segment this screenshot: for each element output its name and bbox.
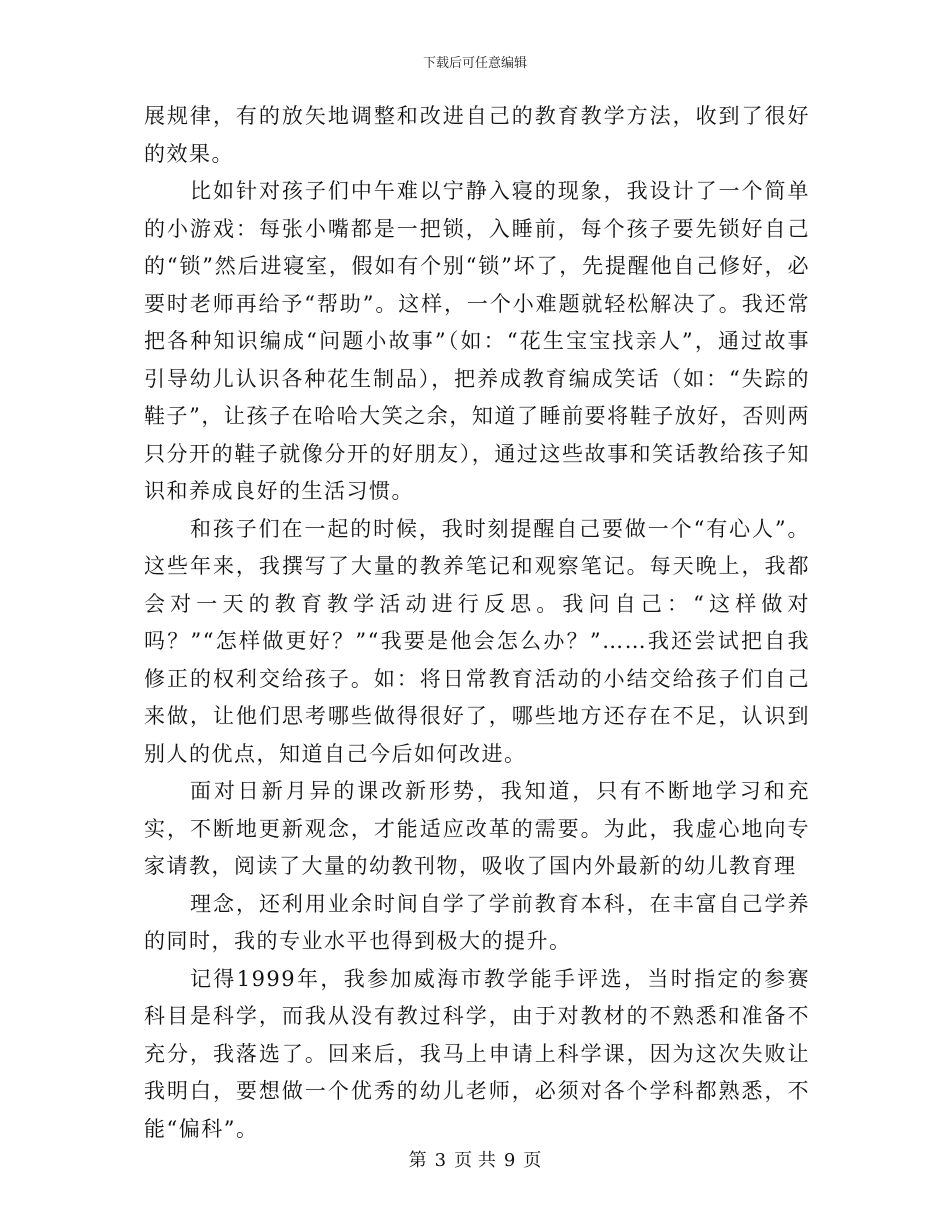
page-header: 下载后可任意编辑 xyxy=(422,56,527,71)
page-number-middle: 页 共 xyxy=(454,1150,496,1171)
paragraph-3: 和孩子们在一起的时候，我时刻提醒自己要做一个“有心人”。这些年来，我撰写了大量的教养笔记和观察笔记。每天晚上，我都会对一天的教育教学活动进行反思。我问自己：“这样做对吗？”“怎样做更好？”“我要是他会怎么办？”……我还尝试把自我修正的权利交给孩子。如：将日常教育活动的小结交给孩子们自己来做，让他们思考哪些做得很好了，哪些地方还存在不足，认识到别人的优点，知道自己今后如何改进。 xyxy=(144,516,810,766)
paragraph-6: 记得1999年，我参加威海市教学能手评选，当时指定的参赛科目是科学，而我从没有教过科学，由于对教材的不熟悉和准备不充分，我落选了。回来后，我马上申请上科学课，因为这次失败让我明白，要想做一个优秀的幼儿老师，必须对各个学科都熟悉，不能“偏科”。 xyxy=(144,966,810,1141)
paragraph-5: 理念，还利用业余时间自学了学前教育本科，在丰富自己学养的同时，我的专业水平也得到极大的提升。 xyxy=(144,891,810,953)
page-number-total: 9 xyxy=(503,1150,516,1171)
document-body xyxy=(144,98,810,1148)
paragraph-4: 面对日新月异的课改新形势，我知道，只有不断地学习和充实，不断地更新观念，才能适应改革的需要。为此，我虚心地向专家请教，阅读了大量的幼教刊物，吸收了国内外最新的幼儿教育理 xyxy=(144,779,810,878)
page-number-suffix: 页 xyxy=(523,1150,542,1171)
paragraph-2: 比如针对孩子们中午难以宁静入寝的现象，我设计了一个简单的小游戏：每张小嘴都是一把锁，入睡前，每个孩子要先锁好自己的“锁”然后进寝室，假如有个别“锁”坏了，先提醒他自己修好，必要时老师再给予“帮助”。这样，一个小难题就轻松解决了。我还常把各种知识编成“问题小故事”（如：“花生宝宝找亲人”，通过故事引导幼儿认识各种花生制品），把养成教育编成笑话（如：“失踪的鞋子”，让孩子在哈哈大笑之余，知道了睡前要将鞋子放好，否则两只分开的鞋子就像分开的好朋友），通过这些故事和笑话教给孩子知识和养成良好的生活习惯。 xyxy=(144,179,810,503)
page-number-current: 3 xyxy=(434,1150,447,1171)
paragraph-1: 展规律，有的放矢地调整和改进自己的教育教学方法，收到了很好的效果。 xyxy=(144,104,810,166)
page-number xyxy=(0,1146,950,1172)
page-number-prefix: 第 xyxy=(408,1150,427,1171)
